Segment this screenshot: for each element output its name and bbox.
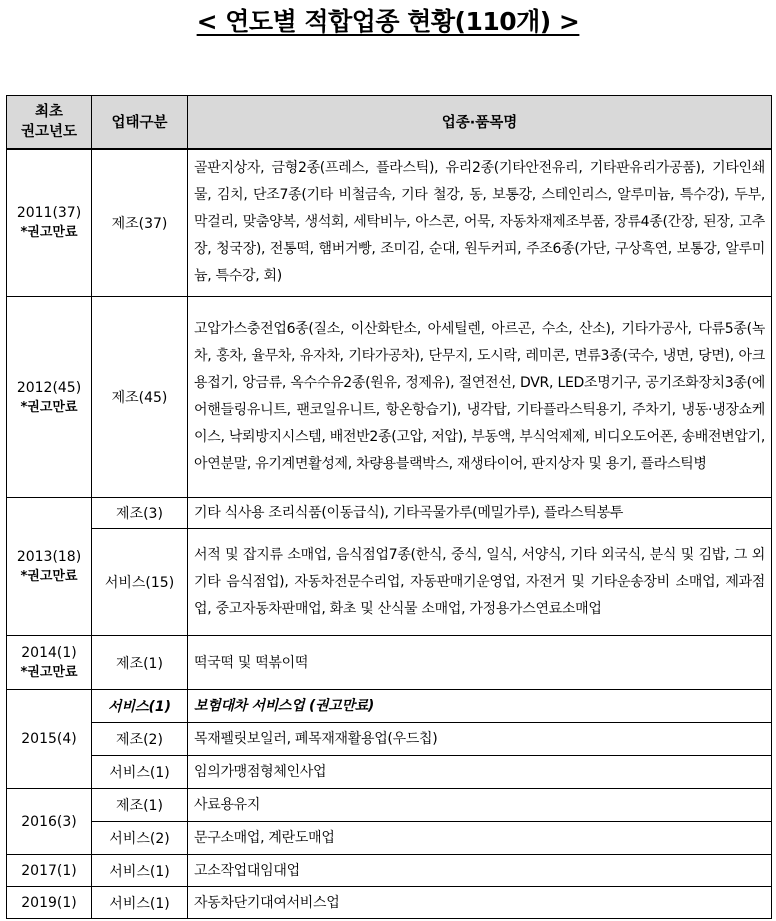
- year-cell: [7, 887, 92, 919]
- category-cell: 제조(1): [92, 789, 188, 822]
- category-cell: 제조(1): [92, 636, 188, 690]
- items-cell: 임의가맹점형체인사업: [188, 756, 772, 789]
- year-cell: [7, 789, 92, 855]
- category-cell: 제조(37): [92, 149, 188, 297]
- year-value: 2014(1): [21, 645, 77, 661]
- table-row: [7, 149, 772, 297]
- category-cell: 서비스(15): [92, 529, 188, 636]
- table-row: [7, 498, 772, 529]
- items-cell: 사료용유지: [188, 789, 772, 822]
- year-cell: [7, 636, 92, 690]
- items-cell: 문구소매업, 계란도매업: [188, 822, 772, 855]
- category-cell: 제조(2): [92, 723, 188, 756]
- year-cell: [7, 297, 92, 498]
- table-row: [7, 297, 772, 498]
- table-row: [7, 690, 772, 723]
- year-value: 2017(1): [21, 862, 77, 879]
- year-cell: [7, 498, 92, 636]
- category-cell: 제조(45): [92, 297, 188, 498]
- category-cell: 서비스(1): [92, 855, 188, 887]
- category-cell: 서비스(1): [92, 756, 188, 789]
- year-value: 2019(1): [21, 894, 77, 911]
- table-row: [7, 636, 772, 690]
- header-year: 최초 권고년도: [7, 96, 92, 149]
- table-row: [7, 529, 772, 636]
- year-value: 2011(37): [16, 205, 82, 222]
- table-row: [7, 789, 772, 822]
- category-cell: 제조(3): [92, 498, 188, 529]
- category-cell: 서비스(1): [92, 690, 188, 723]
- industry-table: [6, 95, 772, 919]
- page-title: < 연도별 적합업종 현황(110개) >: [196, 7, 580, 36]
- items-cell: 자동차단기대여서비스업: [188, 887, 772, 919]
- header-row: [7, 96, 772, 149]
- year-value: 2016(3): [21, 813, 77, 830]
- year-value: 2013(18): [16, 549, 82, 565]
- expired-note: *권고만료: [20, 665, 78, 680]
- category-cell: 서비스(2): [92, 822, 188, 855]
- expired-note: *권고만료: [20, 399, 78, 415]
- items-cell: 목재펠릿보일러, 폐목재재활용업(우드칩): [188, 723, 772, 756]
- items-cell: 보험대차 서비스업 (권고만료): [188, 690, 772, 723]
- table-row: [7, 887, 772, 919]
- expired-note: *권고만료: [20, 225, 78, 241]
- year-value: 2012(45): [16, 379, 82, 396]
- table-row: [7, 723, 772, 756]
- category-cell: 서비스(1): [92, 887, 188, 919]
- items-cell: 고압가스충전업6종(질소, 이산화탄소, 아세틸렌, 아르곤, 수소, 산소), 기타가공사, 다류5종(녹차, 홍차, 율무차, 유자차, 기타가공차), 단무지, 도시락, 레미콘, 면류3종(국수, 냉면, 당면), 아크용접기, 앙금류, 옥수수유2종(원유, 정제유), 절연전선, DVR, LED조명기구, 공기조화장치3종(에어핸들링유니트, 팬코일유니트, 항온항습기), 냉각탑, 기타플라스틱용기, 주차기, 냉동·냉장쇼케이스, 낙뢰방지시스템, 배전반2종(고압, 저압), 부동액, 부식억제제, 비디오도어폰, 송배전변압기, 아연분말, 유기계면활성제, 차량용블랙박스, 재생타이어, 판지상자 및 용기, 플라스틱병: [188, 297, 772, 498]
- header-items: 업종·품목명: [188, 96, 772, 149]
- items-cell: 골판지상자, 금형2종(프레스, 플라스틱), 유리2종(기타안전유리, 기타판유리가공품), 기타인쇄물, 김치, 단조7종(기타 비철금속, 기타 철강, 동, 보통강, 스테인리스, 알루미늄, 특수강), 두부, 막걸리, 맞춤양복, 생석회, 세탁비누, 아스콘, 어묵, 자동차재제조부품, 장류4종(간장, 된장, 고추장, 청국장), 전통떡, 햄버거빵, 조미김, 순대, 원두커피, 주조6종(가단, 구상흑연, 보통강, 알루미늄, 특수강, 회): [188, 149, 772, 297]
- items-cell: 고소작업대임대업: [188, 855, 772, 887]
- year-cell: [7, 149, 92, 297]
- year-cell: [7, 690, 92, 789]
- table-row: [7, 822, 772, 855]
- table-row: [7, 855, 772, 887]
- items-cell: 기타 식사용 조리식품(이동급식), 기타곡물가루(메밀가루), 플라스틱봉투: [188, 498, 772, 529]
- items-cell: 서적 및 잡지류 소매업, 음식점업7종(한식, 중식, 일식, 서양식, 기타 외국식, 분식 및 김밥, 그 외 기타 음식점업), 자동차전문수리업, 자동판매기운영업, 자전거 및 기타운송장비 소매업, 제과점업, 중고자동차판매업, 화초 및 산식물 소매업, 가정용가스연료소매업: [188, 529, 772, 636]
- items-cell: 떡국떡 및 떡볶이떡: [188, 636, 772, 690]
- table-row: [7, 756, 772, 789]
- year-cell: [7, 855, 92, 887]
- year-value: 2015(4): [21, 731, 77, 747]
- header-category: 업태구분: [92, 96, 188, 149]
- expired-note: *권고만료: [20, 569, 78, 584]
